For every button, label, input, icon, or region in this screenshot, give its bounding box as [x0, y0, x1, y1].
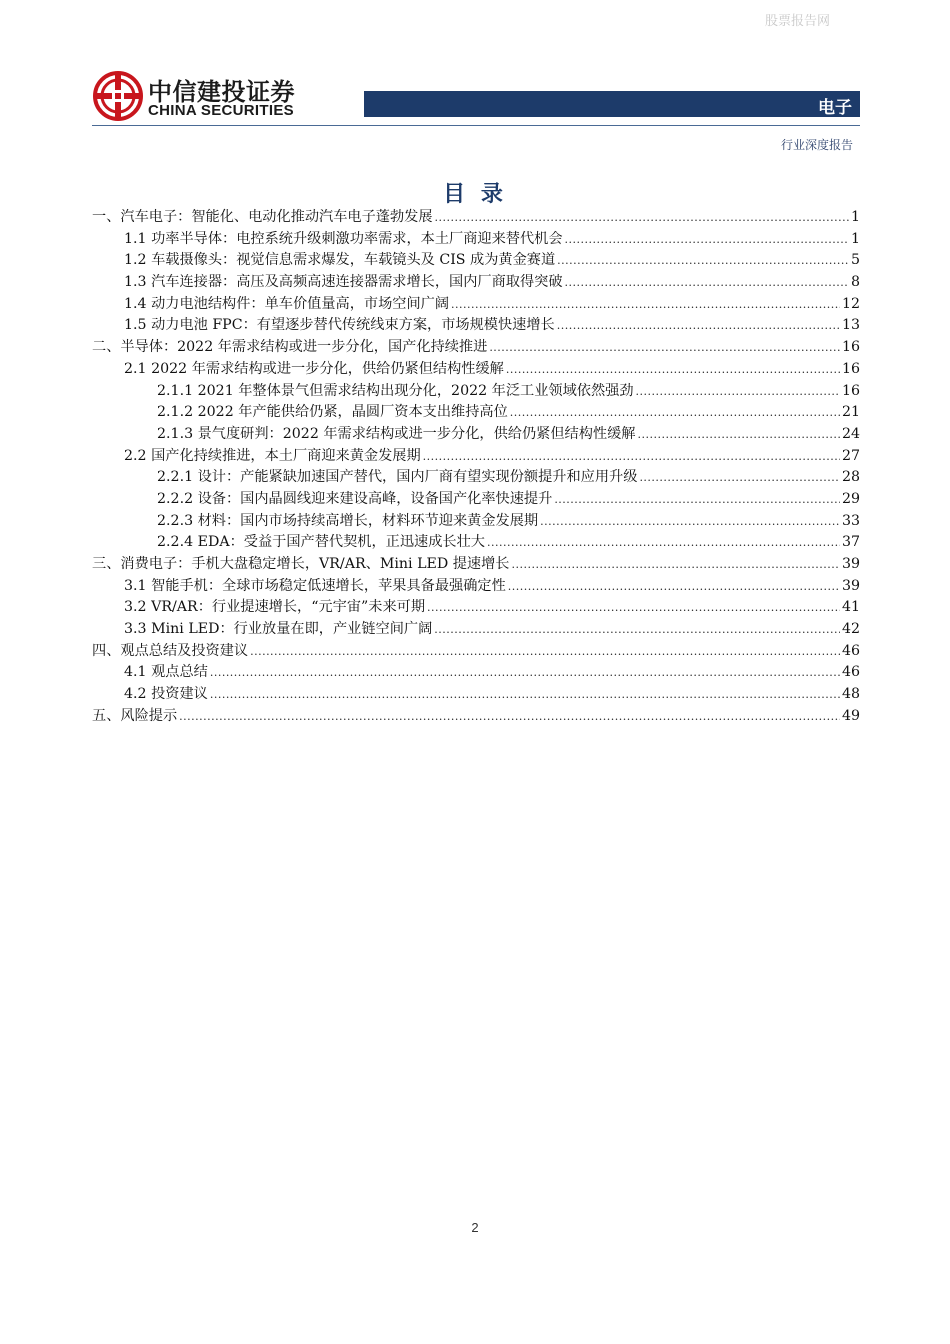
toc-leader-dots — [210, 684, 840, 706]
toc-leader-dots — [451, 294, 840, 316]
toc-leader-dots — [512, 554, 840, 576]
toc-entry[interactable] — [92, 511, 860, 533]
toc-entry[interactable] — [92, 381, 860, 403]
toc-entry-page: 12 — [841, 295, 860, 312]
table-of-contents — [92, 207, 860, 728]
toc-entry-page: 27 — [841, 447, 860, 464]
toc-leader-dots — [565, 229, 849, 251]
toc-entry-page: 41 — [841, 599, 860, 616]
toc-leader-dots — [423, 446, 840, 468]
toc-entry[interactable] — [92, 662, 860, 684]
toc-entry-page: 29 — [841, 490, 860, 507]
toc-entry[interactable] — [92, 424, 860, 446]
toc-entry-title: 2.2.4 EDA：受益于国产替代契机，正迅速成长壮大 — [157, 534, 485, 551]
toc-leader-dots — [250, 641, 840, 663]
toc-entry-title: 3.1 智能手机：全球市场稳定低速增长，苹果具备最强确定性 — [124, 577, 506, 594]
toc-entry[interactable] — [92, 337, 860, 359]
toc-entry-page: 42 — [841, 621, 860, 638]
toc-entry-title: 1.3 汽车连接器：高压及高频高速连接器需求增长，国内厂商取得突破 — [124, 274, 563, 291]
header-divider — [92, 125, 860, 126]
toc-entry-title: 2.2.2 设备：国内晶圆线迎来建设高峰，设备国产化率快速提升 — [157, 490, 553, 507]
toc-entry-page: 28 — [841, 469, 860, 486]
toc-leader-dots — [639, 467, 840, 489]
toc-entry[interactable] — [92, 250, 860, 272]
toc-entry-page: 16 — [841, 339, 860, 356]
toc-entry[interactable] — [92, 229, 860, 251]
sector-banner — [364, 91, 860, 117]
toc-leader-dots — [427, 597, 840, 619]
toc-entry-title: 3.3 Mini LED：行业放量在即，产业链空间广阔 — [124, 621, 433, 638]
logo-chinese-name: 中信建投证券 — [148, 78, 295, 106]
toc-entry-page: 39 — [841, 577, 860, 594]
toc-entry-page: 49 — [841, 707, 860, 724]
toc-entry[interactable] — [92, 619, 860, 641]
toc-entry-title: 2.1.1 2021 年整体景气但需求结构出现分化，2022 年泛工业领域依然强劲 — [157, 382, 634, 399]
toc-entry-page: 8 — [850, 274, 860, 291]
toc-entry-page: 39 — [841, 556, 860, 572]
toc-leader-dots — [210, 662, 840, 684]
toc-leader-dots — [506, 359, 840, 381]
toc-title: 目 录 — [443, 182, 507, 207]
toc-leader-dots — [510, 402, 840, 424]
logo-english-name: CHINA SECURITIES — [148, 102, 294, 119]
toc-entry-page: 13 — [841, 317, 860, 334]
toc-leader-dots — [540, 511, 840, 533]
toc-leader-dots — [434, 619, 840, 641]
watermark: 股票报告网 — [764, 14, 830, 29]
toc-entry[interactable] — [92, 359, 860, 381]
toc-leader-dots — [489, 337, 840, 359]
toc-entry-page: 1 — [850, 230, 860, 247]
toc-entry-title: 2.2.3 材料：国内市场持续高增长，材料环节迎来黄金发展期 — [157, 512, 539, 529]
toc-entry-page: 1 — [850, 209, 860, 225]
toc-entry[interactable] — [92, 684, 860, 706]
toc-leader-dots — [508, 576, 840, 598]
toc-entry-page: 33 — [841, 512, 860, 529]
toc-entry-title: 三、消费电子：手机大盘稳定增长，VR/AR、Mini LED 提速增长 — [92, 556, 510, 572]
toc-entry-title: 1.5 动力电池 FPC：有望逐步替代传统线束方案，市场规模快速增长 — [124, 317, 555, 334]
toc-entry-page: 48 — [841, 686, 860, 703]
toc-entry[interactable] — [92, 467, 860, 489]
toc-entry-title: 2.2.1 设计：产能紧缺加速国产替代，国内厂商有望实现份额提升和应用升级 — [157, 469, 638, 486]
toc-leader-dots — [435, 207, 849, 229]
toc-leader-dots — [557, 250, 849, 272]
toc-entry[interactable] — [92, 446, 860, 468]
toc-entry-title: 1.4 动力电池结构件：单车价值量高，市场空间广阔 — [124, 295, 450, 312]
toc-entry-page: 16 — [841, 382, 860, 399]
toc-entry[interactable] — [92, 207, 860, 229]
toc-entry-title: 2.1 2022 年需求结构或进一步分化，供给仍紧但结构性缓解 — [124, 360, 504, 377]
citic-emblem-icon — [92, 70, 144, 122]
toc-entry-page: 24 — [841, 425, 860, 442]
toc-entry-title: 4.1 观点总结 — [124, 664, 208, 681]
toc-leader-dots — [487, 532, 840, 554]
toc-entry-page: 16 — [841, 360, 860, 377]
toc-entry[interactable] — [92, 315, 860, 337]
toc-entry-page: 21 — [841, 404, 860, 421]
toc-entry-title: 1.1 功率半导体：电控系统升级刺激功率需求，本土厂商迎来替代机会 — [124, 230, 563, 247]
toc-leader-dots — [554, 489, 840, 511]
page-number: 2 — [471, 1220, 479, 1235]
toc-entry-title: 2.1.3 景气度研判：2022 年需求结构或进一步分化，供给仍紧但结构性缓解 — [157, 425, 636, 442]
toc-entry-page: 46 — [841, 664, 860, 681]
toc-entry-title: 二、半导体：2022 年需求结构或进一步分化，国产化持续推进 — [92, 339, 488, 356]
toc-entry-title: 3.2 VR/AR：行业提速增长，“元宇宙”未来可期 — [124, 599, 426, 616]
toc-leader-dots — [557, 315, 840, 337]
toc-entry[interactable] — [92, 489, 860, 511]
sector-label: 电子 — [818, 98, 852, 118]
toc-entry[interactable] — [92, 576, 860, 598]
toc-leader-dots — [179, 706, 840, 728]
toc-leader-dots — [636, 381, 840, 403]
toc-entry-page: 37 — [841, 534, 860, 551]
report-type-label: 行业深度报告 — [780, 138, 853, 152]
toc-entry-title: 2.1.2 2022 年产能供给仍紧，晶圆厂资本支出维持高位 — [157, 404, 508, 421]
toc-leader-dots — [637, 424, 839, 446]
toc-entry-title: 五、风险提示 — [92, 707, 178, 724]
toc-entry-page: 46 — [841, 642, 860, 659]
toc-entry[interactable] — [92, 597, 860, 619]
toc-entry-title: 2.2 国产化持续推进，本土厂商迎来黄金发展期 — [124, 447, 421, 464]
toc-entry[interactable] — [92, 294, 860, 316]
toc-entry-title: 1.2 车载摄像头：视觉信息需求爆发，车载镜头及 CIS 成为黄金赛道 — [124, 252, 556, 269]
toc-entry-page: 5 — [850, 252, 860, 269]
toc-entry-title: 4.2 投资建议 — [124, 686, 208, 703]
toc-entry[interactable] — [92, 532, 860, 554]
toc-entry[interactable] — [92, 641, 860, 663]
toc-entry-title: 四、观点总结及投资建议 — [92, 642, 249, 659]
toc-entry[interactable] — [92, 272, 860, 294]
toc-leader-dots — [565, 272, 849, 294]
toc-entry[interactable] — [92, 554, 860, 576]
toc-entry-title: 一、汽车电子：智能化、电动化推动汽车电子蓬勃发展 — [92, 209, 433, 225]
toc-entry[interactable] — [92, 706, 860, 728]
toc-entry[interactable] — [92, 402, 860, 424]
